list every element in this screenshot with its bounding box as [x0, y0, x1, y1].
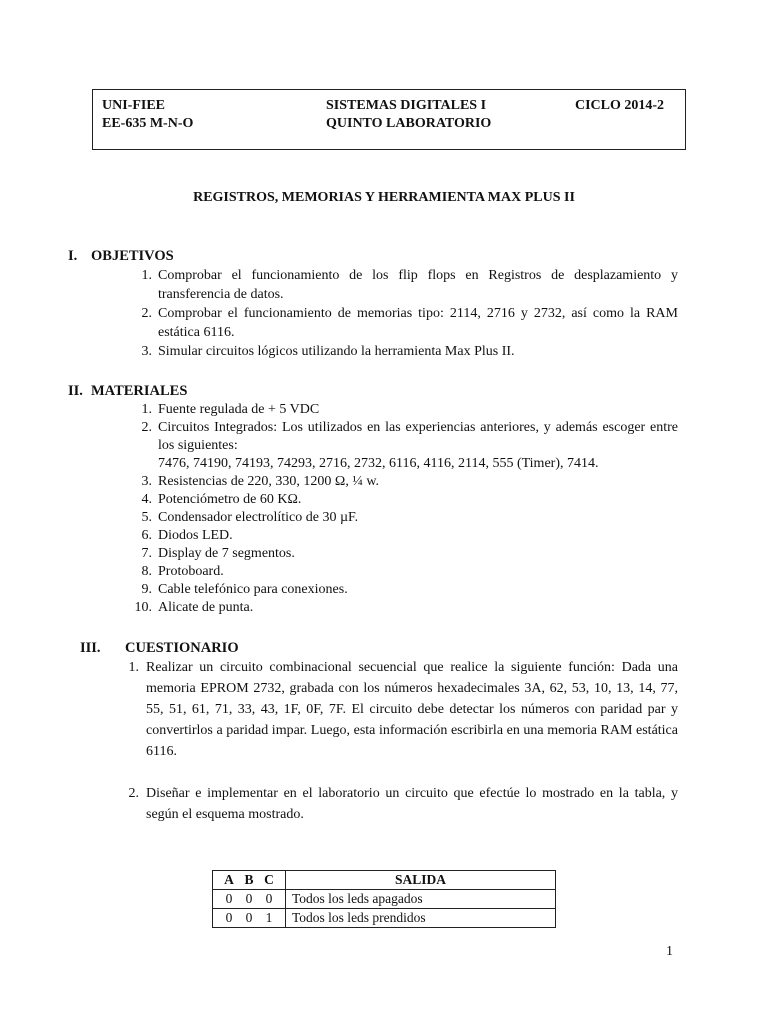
- section-materials-heading: MATERIALES: [91, 383, 188, 399]
- list-item: [141, 527, 678, 545]
- item-number: 3.: [141, 474, 152, 489]
- list-item: [141, 509, 678, 527]
- item-text: Potenciómetro de 60 KΩ.: [158, 492, 302, 507]
- item-text: Alicate de punta.: [158, 600, 254, 615]
- table-header-row: [213, 871, 556, 890]
- item-number: 3.: [141, 344, 152, 359]
- abc-cell: [213, 890, 286, 909]
- item-text: Diodos LED.: [158, 528, 233, 543]
- item-number: 10.: [134, 600, 152, 615]
- list-item: [141, 545, 678, 563]
- item-text: Cable telefónico para conexiones.: [158, 582, 348, 597]
- item-text: Simular circuitos lógicos utilizando la herramienta Max Plus II.: [158, 344, 515, 359]
- section-objectives-number: I.: [68, 248, 78, 264]
- item-number: 2.: [141, 306, 152, 321]
- institution: UNI-FIEE: [102, 98, 166, 113]
- item-number: 2.: [141, 420, 152, 435]
- cell-a: 0: [225, 910, 233, 925]
- list-item: [141, 563, 678, 581]
- course-code: EE-635 M-N-O: [102, 116, 194, 131]
- section-questionnaire-heading: CUESTIONARIO: [125, 640, 239, 656]
- cell-c: 1: [265, 910, 273, 925]
- cycle: CICLO 2014-2: [575, 98, 665, 113]
- item-text: Circuitos Integrados: Los utilizados en las experiencias anteriores, y además escoger entre los siguientes:: [158, 420, 678, 453]
- abc-header: [213, 871, 286, 890]
- header-a: A: [224, 872, 234, 887]
- list-item: [141, 304, 678, 342]
- item-number: 1.: [141, 268, 152, 283]
- page-number: 1: [666, 944, 673, 959]
- item-number: 8.: [141, 564, 152, 579]
- objectives-list: [141, 266, 678, 361]
- output-header: SALIDA: [286, 871, 556, 890]
- item-text: Realizar un circuito combinacional secuencial que realice la siguiente función: Dada una memoria EPROM 2732, grabada con los números hexadecimales 3A, 62, 53, 10, 13, 14, 77, 55, 51, 61, 71, 33, 43, 1F, 0F, 7F. El circuito debe detectar los números con paridad par y convertirlos a paridad impar. Luego, esta información escribirla en una memoria RAM estática 6116.: [146, 660, 678, 759]
- list-item: [128, 783, 678, 825]
- cell-a: 0: [225, 891, 233, 906]
- lab-name: QUINTO LABORATORIO: [326, 116, 492, 131]
- ic-list: 7476, 74190, 74193, 74293, 2716, 2732, 6116, 4116, 2114, 555 (Timer), 7414.: [158, 456, 599, 471]
- item-number: 7.: [141, 546, 152, 561]
- course-name: SISTEMAS DIGITALES I: [326, 98, 487, 113]
- list-item: [141, 581, 678, 599]
- section-objectives-heading: OBJETIVOS: [91, 248, 174, 264]
- item-text: Fuente regulada de + 5 VDC: [158, 402, 320, 417]
- document-title: REGISTROS, MEMORIAS Y HERRAMIENTA MAX PLUS II: [193, 190, 575, 205]
- list-item: [134, 599, 678, 617]
- item-number: 4.: [141, 492, 152, 507]
- cell-b: 0: [245, 891, 253, 906]
- item-text: Resistencias de 220, 330, 1200 Ω, ¼ w.: [158, 474, 380, 489]
- list-item: [141, 419, 678, 473]
- table-row: [213, 890, 556, 909]
- header-box: [92, 89, 686, 150]
- list-item: [128, 657, 678, 762]
- list-item: [141, 491, 678, 509]
- item-number: 1.: [128, 660, 139, 675]
- item-text: Protoboard.: [158, 564, 224, 579]
- section-materials-number: II.: [68, 383, 83, 399]
- section-questionnaire-number: III.: [80, 640, 101, 656]
- item-number: 5.: [141, 510, 152, 525]
- item-text: Condensador electrolítico de 30 µF.: [158, 510, 359, 525]
- item-number: 9.: [141, 582, 152, 597]
- item-text: Display de 7 segmentos.: [158, 546, 295, 561]
- header-c: C: [264, 872, 274, 887]
- item-text: Diseñar e implementar en el laboratorio un circuito que efectúe lo mostrado en la tabla, y según el esquema mostrado.: [146, 786, 678, 822]
- list-item: [141, 342, 678, 361]
- list-item: [141, 401, 678, 419]
- item-number: 2.: [128, 786, 139, 801]
- abc-cell: [213, 909, 286, 928]
- cell-c: 0: [265, 891, 273, 906]
- item-text: Comprobar el funcionamiento de memorias tipo: 2114, 2716 y 2732, así como la RAM estática 6116.: [158, 306, 678, 340]
- item-text: Comprobar el funcionamiento de los flip flops en Registros de desplazamiento y transferencia de datos.: [158, 268, 678, 302]
- list-item: [141, 266, 678, 304]
- questionnaire-list: [128, 657, 678, 825]
- output-cell: Todos los leds prendidos: [286, 909, 556, 928]
- header-b: B: [244, 872, 254, 887]
- table-row: [213, 909, 556, 928]
- item-number: 6.: [141, 528, 152, 543]
- truth-table: [212, 870, 556, 928]
- output-cell: Todos los leds apagados: [286, 890, 556, 909]
- cell-b: 0: [245, 910, 253, 925]
- materials-list: [134, 401, 678, 617]
- list-item: [141, 473, 678, 491]
- item-number: 1.: [141, 402, 152, 417]
